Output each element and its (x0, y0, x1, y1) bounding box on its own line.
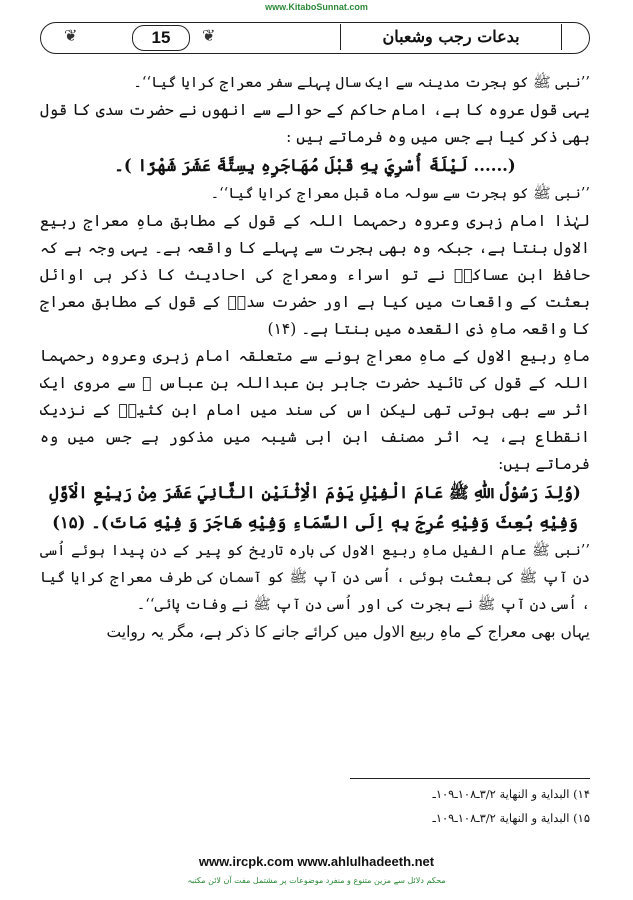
source-url: www.KitaboSunnat.com (265, 2, 368, 12)
paragraph: لہٰذا امام زہری وعروہ رحمہما اللہ کے قول کے مطابق ماہِ معراج ربیع الاول بنتا ہے، جبکہ وہ بھی ہجرت سے پہلے کا واقعہ ہے۔ یہی وجہ ہے کہ حافظ ابن عساکرؒ نے تو اسراء ومعراج کی احادیث کا ذکر ہی اوائل بعثت کے واقعات میں کیا ہے اور حضرت سدیؒ کے قول کے مطابق معراج کا واقعہ ماہِ ذی القعدہ میں بنتا ہے۔ (۱۴) (40, 212, 590, 338)
paragraph: یہاں بھی معراج کے ماہِ ربیع الاول میں کرائے جانے کا ذکر ہے، مگر یہ روایت (106, 623, 590, 641)
page-body (40, 70, 590, 646)
quote-translation: ’’نبی ﷺ کو ہجرت مدینہ سے ایک سال پہلے سفر معراج کرایا گیا‘‘۔ (133, 75, 590, 91)
paragraph: یہی قول عروہ کا ہے، امام حاکم کے حوالے سے انھوں نے حضرت سدی کا قول بھی ذکر کیا ہے جس میں وہ فرماتے ہیں : (40, 101, 590, 146)
ornament-icon: ❦ (202, 26, 216, 45)
footnotes (40, 782, 590, 830)
arabic-quote: (...... لَيْلَةَ أُسْرِيَ بِهِ قَبْلَ مُهَاجَرِهِ بِسِتَّةَ عَشَرَ شَهْرًا )۔ (114, 156, 516, 175)
page-number: 15 (132, 25, 190, 51)
ornament-icon: ❦ (64, 26, 78, 45)
quote-translation: ’’نبی ﷺ کو ہجرت سے سولہ ماہ قبل معراج کرایا گیا‘‘۔ (210, 186, 590, 202)
footnote-divider (350, 778, 590, 779)
arabic-quote: (وُلِدَ رَسُوْلُ اللّٰهِ ﷺ عَامَ الْفِيْلِ يَوْمَ الْاِثْنَيْنِ الثَّانِيَ عَشَرَ مِنْ رَبِيْعِ الْاَوَّلِ وَفِيْهِ بُعِثَ وَفِيْهِ عُرِجَ بِهٖ اِلَى السَّمَاءِ وَفِيْهِ هَاجَرَ وَ فِيْهِ مَاتَ)۔ (۱۵) (49, 483, 581, 532)
paragraph: ماہِ ربیع الاول کے ماہِ معراج ہونے سے متعلقہ امام زہری وعروہ رحمہما اللہ کے قول کی تائید حضرت جابر بن عبداللہ بن عباس ؓ سے مروی ایک اثر سے بھی ہوتی تھی لیکن اس کی سند میں امام ابن کثیرؒ کے نزدیک انقطاع ہے، یہ اثر مصنف ابن ابی شیبہ میں مذکور ہے جس میں وہ فرماتے ہیں: (40, 347, 590, 473)
footnote: ۱۵) البدایة و النهایة ۳/۲ـ۱۰۸ـ۱۰۹ـ (432, 811, 590, 825)
chapter-title: بدعات رجب وشعبان (340, 24, 562, 50)
footer-websites: www.ircpk.com www.ahlulhadeeth.net (198, 854, 435, 869)
page-header (40, 16, 588, 60)
footnote: ۱۴) البدایة و النهایة ۳/۲ـ۱۰۸ـ۱۰۹ـ (432, 787, 590, 801)
footer-tagline: محکم دلائل سے مزین متنوع و منفرد موضوعات پر مشتمل مفت آن لائن مکتبہ (187, 876, 446, 885)
quote-translation: ’’نبی ﷺ عام الفیل ماہِ ربیع الاول کی بارہ تاریخ کو پیر کے دن پیدا ہوئے اُسی دن آپ ﷺ کی بعثت ہوئی ، اُسی دن آپ ﷺ کو آسمان کی طرف معراج کرایا گیا ، اُسی دن آپ ﷺ نے ہجرت کی اور اُسی دن آپ ﷺ نے وفات پائی‘‘۔ (40, 543, 590, 613)
